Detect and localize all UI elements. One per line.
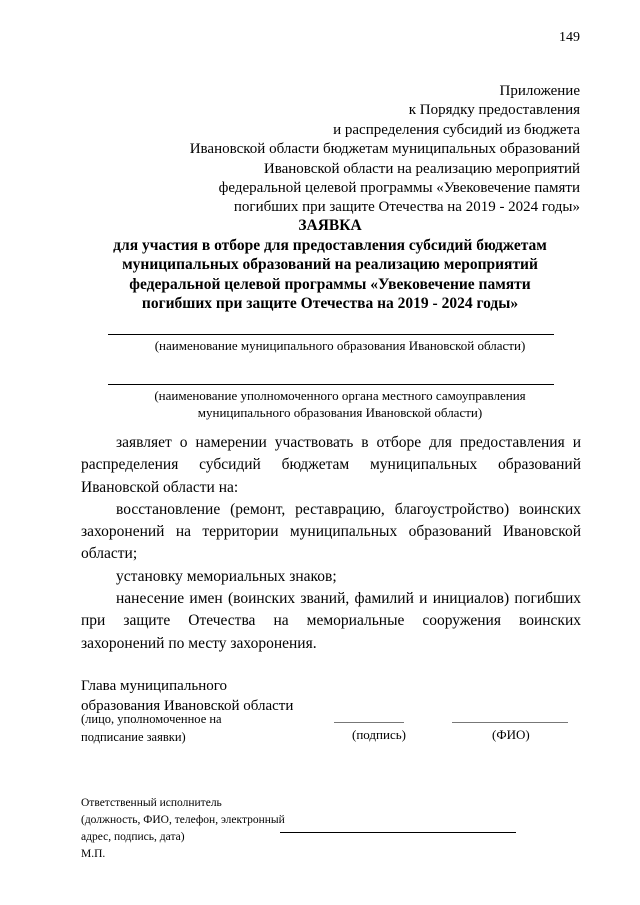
municipality-caption: (наименование муниципального образования Ивановской области) [154,338,526,353]
statement-item: восстановление (ремонт, реставрацию, благоустройство) воинских захоронений на территории муниципальных образований Ивановской области; [81,500,581,563]
appendix-header [120,82,580,218]
page-number: 149 [559,30,580,45]
signatory-title-line: образования Ивановской области [81,698,294,714]
municipality-fill-line [108,334,554,335]
statement-body [81,432,581,655]
executor-fill-line [280,832,516,833]
title-line: муниципальных образований на реализацию мероприятий [122,256,538,273]
signature-fill-line [334,722,404,723]
authority-caption-line: (наименование уполномоченного органа местного самоуправления [154,388,526,403]
executor-line: адрес, подпись, дата) [81,831,185,843]
responsible-executor [81,795,285,863]
authority-caption-line: муниципального образования Ивановской области) [197,405,483,420]
name-fill-line [452,722,568,723]
title-line: для участия в отборе для предоставления субсидий бюджетам [113,236,547,254]
statement-item: установку мемориальных знаков; [116,567,337,585]
appendix-line: к Порядку предоставления [408,102,580,119]
authority-fill-line [108,384,554,385]
signatory-title-line: Глава муниципального [81,678,228,694]
signatory-title [81,676,293,716]
document-title [60,216,600,314]
executor-line: Ответственный исполнитель [81,797,222,809]
authority-caption [60,387,620,421]
appendix-line: и распределения субсидий из бюджета [333,121,580,138]
statement-intro: заявляет о намерении участвовать в отборе для предоставления и распределения субсидий бюджетам муниципальных образований Ивановской области на: [81,434,581,496]
appendix-line: Ивановской области на реализацию мероприятий [263,160,580,177]
appendix-line: погибших при защите Отечества на 2019 - 2024 годы» [233,199,580,216]
title-line: погибших при защите Отечества на 2019 - 2024 годы» [141,295,519,312]
signatory-note-line: (лицо, уполномоченное на [81,712,222,726]
statement-item: нанесение имен (воинских званий, фамилий и инициалов) погибших при защите Отечества на мемориальные сооружения воинских захоронений по месту захоронения. [81,590,581,652]
signatory-note-line: подписание заявки) [81,729,186,744]
appendix-line: Приложение [499,83,580,99]
title-line: федеральной целевой программы «Увековечение памяти [129,275,531,293]
signature-label: (подпись) [352,727,406,742]
name-label: (ФИО) [492,727,530,742]
signatory-note [81,711,222,746]
executor-line: (должность, ФИО, телефон, электронный [81,814,285,826]
executor-line: М.П. [81,848,106,860]
appendix-line: Ивановской области бюджетам муниципальных образований [189,141,580,158]
appendix-line: федеральной целевой программы «Увековечение памяти [218,180,580,197]
title-main: ЗАЯВКА [298,217,362,234]
